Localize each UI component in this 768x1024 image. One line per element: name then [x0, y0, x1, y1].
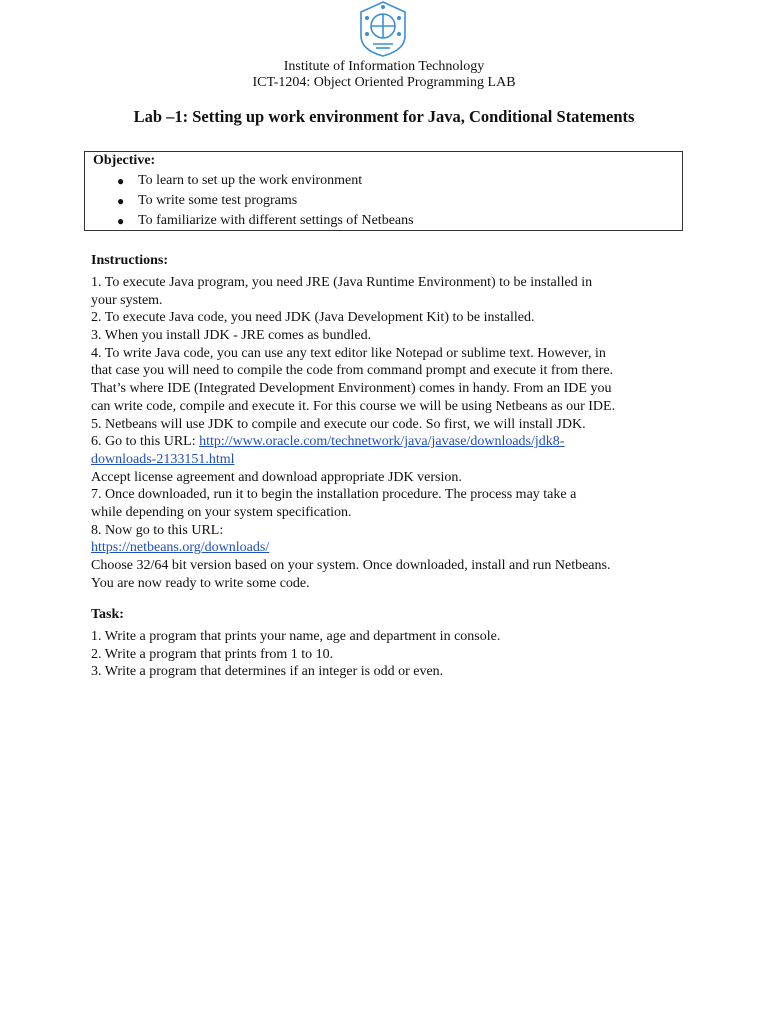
bullet-icon: ● — [117, 194, 125, 208]
instructions-heading: Instructions: — [91, 253, 169, 268]
instruction-line: your system. — [91, 292, 163, 308]
instruction-line: 7. Once downloaded, run it to begin the installation procedure. The process may take a — [91, 487, 577, 503]
instruction-line: 2. To execute Java code, you need JDK (Java Development Kit) to be installed. — [91, 310, 535, 326]
objective-box — [84, 151, 683, 231]
task-body — [91, 628, 671, 681]
instruction-line: while depending on your system specification. — [91, 504, 352, 520]
instruction-line: can write code, compile and execute it. For this course we will be using Netbeans as our IDE. — [91, 398, 616, 414]
objective-item-text: To familiarize with different settings of Netbeans — [138, 213, 414, 228]
instructions-body — [91, 274, 671, 592]
list-item — [85, 191, 414, 211]
list-item — [85, 171, 414, 191]
course-name: ICT-1204: Object Oriented Programming LAB — [252, 75, 516, 90]
task-heading: Task: — [91, 607, 124, 622]
instruction-line-with-link — [91, 433, 671, 451]
university-logo-icon — [357, 0, 409, 58]
netbeans-download-link[interactable]: https://netbeans.org/downloads/ — [91, 540, 270, 556]
instruction-line — [91, 539, 671, 557]
bullet-icon: ● — [117, 214, 125, 228]
objective-list — [85, 171, 414, 231]
instruction-line — [91, 451, 671, 469]
jdk-download-link-continued[interactable]: downloads-2133151.html — [91, 451, 235, 467]
instruction-line: 4. To write Java code, you can use any text editor like Notepad or sublime text. However, in — [91, 345, 606, 361]
instruction-line: 5. Netbeans will use JDK to compile and execute our code. So first, we will install JDK. — [91, 416, 586, 432]
page-title: Lab –1: Setting up work environment for Java, Conditional Statements — [133, 107, 635, 126]
instruction-line: 3. When you install JDK - JRE comes as bundled. — [91, 328, 372, 344]
task-line: 2. Write a program that prints from 1 to 10. — [91, 646, 334, 662]
jdk-download-link[interactable]: http://www.oracle.com/technetwork/java/javase/downloads/jdk8- — [199, 434, 565, 450]
instruction-line: Accept license agreement and download appropriate JDK version. — [91, 469, 462, 485]
instruction-line: That’s where IDE (Integrated Development Environment) comes in handy. From an IDE you — [91, 381, 612, 397]
task-line: 3. Write a program that determines if an integer is odd or even. — [91, 664, 444, 680]
instruction-line: Choose 32/64 bit version based on your system. Once downloaded, install and run Netbeans. — [91, 558, 611, 573]
instruction-text: 6. Go to this URL: — [91, 434, 200, 450]
objective-item-text: To learn to set up the work environment — [138, 173, 363, 188]
objective-label: Objective: — [93, 153, 156, 168]
institute-name: Institute of Information Technology — [283, 59, 485, 74]
instruction-line: 1. To execute Java program, you need JRE (Java Runtime Environment) to be installed in — [91, 275, 593, 290]
instruction-line: 8. Now go to this URL: — [91, 522, 224, 538]
task-line: 1. Write a program that prints your name, age and department in console. — [91, 629, 501, 644]
instruction-line: You are now ready to write some code. — [91, 575, 310, 591]
objective-item-text: To write some test programs — [138, 193, 298, 208]
instruction-line: that case you will need to compile the code from command prompt and execute it from there. — [91, 363, 614, 379]
list-item — [85, 211, 414, 231]
bullet-icon: ● — [117, 174, 125, 188]
